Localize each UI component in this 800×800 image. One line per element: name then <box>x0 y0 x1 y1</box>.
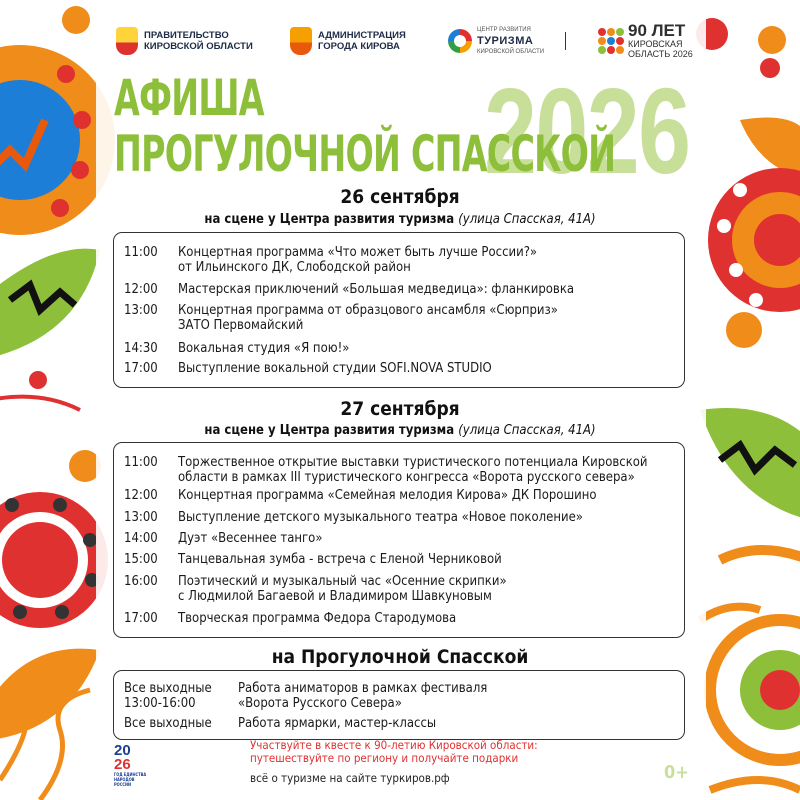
logo-divider <box>565 32 566 50</box>
event-time: 14:30 <box>124 341 158 356</box>
schedule-row <box>124 611 676 626</box>
event-description: Выступление детского музыкального театра «Новое поколение» <box>178 510 583 525</box>
government-logo <box>116 24 253 58</box>
event-time: 12:00 <box>124 282 158 297</box>
event-time: 14:00 <box>124 531 158 546</box>
tourism-website-link[interactable]: всё о туризме на сайте туркиров.рф <box>250 771 450 785</box>
event-description: Торжественное открытие выставки туристического потенциала Кировской области в рамках III туристического конгресса «Ворота русского севера» <box>178 455 648 485</box>
event-time: 15:00 <box>124 552 158 567</box>
schedule-row <box>124 455 676 485</box>
day2-venue-name: на сцене у Центра развития туризма <box>204 423 455 438</box>
event-time: 13:00 <box>124 303 158 318</box>
event-time: 17:00 <box>124 611 158 626</box>
day1-address: (улица Спасская, 41А) <box>458 212 596 227</box>
age-rating: 0+ <box>664 762 689 783</box>
event-time: 11:00 <box>124 455 158 470</box>
event-time: 12:00 <box>124 488 158 503</box>
city-administration-logo <box>290 24 406 58</box>
event-description: Выступление вокальной студии SOFI.NOVA STUDIO <box>178 361 492 376</box>
event-description: Творческая программа Федора Стародумова <box>178 611 457 626</box>
schedule-row <box>124 510 676 525</box>
tourism-center-logo <box>448 24 544 58</box>
day2-schedule <box>113 442 685 638</box>
tourism-logo-sub: КИРОВСКОЙ ОБЛАСТИ <box>477 48 545 55</box>
event-time: 17:00 <box>124 361 158 376</box>
event-description: Работа аниматоров в рамках фестиваля «Ворота Русского Севера» <box>238 681 488 711</box>
event-description: Вокальная студия «Я пою!» <box>178 341 350 356</box>
day1-venue <box>0 212 800 227</box>
anniversary-logo-number: 90 ЛЕТ <box>628 21 686 40</box>
tourism-logo-main: ТУРИЗМА <box>477 34 534 47</box>
quest-invitation: Участвуйте в квесте к 90-летию Кировской области: путешествуйте по региону и получайте подарки <box>250 738 538 765</box>
promenade-heading: на Прогулочной Спасской <box>271 646 529 668</box>
anniversary-logo <box>598 21 693 59</box>
schedule-row <box>124 245 676 275</box>
title-line2: ПРОГУЛОЧНОЙ СПАССКОЙ <box>114 125 616 183</box>
event-description: Поэтический и музыкальный час «Осенние скрипки» с Людмилой Багаевой и Владимиром Шавкуновым <box>178 574 507 604</box>
promenade-schedule <box>113 670 685 740</box>
schedule-row <box>124 531 676 546</box>
day1-date: 26 сентября <box>340 186 460 208</box>
event-description: Танцевальная зумба - встреча с Еленой Черниковой <box>178 552 502 567</box>
badge-year-b: 26 <box>114 756 131 773</box>
day1-schedule <box>113 232 685 388</box>
day2-date: 27 сентября <box>340 398 460 420</box>
schedule-row <box>124 488 676 503</box>
title-line1: АФИША <box>114 69 264 127</box>
adm-logo-line1: АДМИНИСТРАЦИЯ <box>318 30 406 41</box>
day2-address: (улица Спасская, 41А) <box>458 423 596 438</box>
anniversary-logo-line1: КИРОВСКАЯ <box>628 39 683 49</box>
event-time: Все выходные <box>124 716 212 731</box>
unity-year-badge <box>114 744 150 788</box>
year-watermark: 2026 <box>484 63 690 199</box>
event-time: 16:00 <box>124 574 158 589</box>
badge-year-a: 20 <box>114 742 131 759</box>
schedule-row <box>124 574 676 604</box>
dots-emblem-icon <box>598 28 624 54</box>
event-description: Концертная программа «Что может быть лучше России?» от Ильинского ДК, Слободской район <box>178 245 538 275</box>
day2-venue <box>0 423 800 438</box>
schedule-row <box>124 303 676 333</box>
badge-caption: ГОД ЕДИНСТВА НАРОДОВ РОССИИ <box>114 772 147 787</box>
event-description: Концертная программа «Семейная мелодия Кирова» ДК Порошино <box>178 488 597 503</box>
kirov-coat-of-arms-icon <box>116 27 138 55</box>
event-description: Концертная программа от образцового ансамбля «Сюрприз» ЗАТО Первомайский <box>178 303 558 333</box>
schedule-row <box>124 716 676 731</box>
event-description: Мастерская приключений «Большая медведица»: фланкировка <box>178 282 575 297</box>
event-description: Работа ярмарки, мастер-классы <box>238 716 437 731</box>
event-time: 13:00 <box>124 510 158 525</box>
anniversary-logo-line2: ОБЛАСТЬ 2026 <box>628 49 693 59</box>
day1-venue-name: на сцене у Центра развития туризма <box>204 212 455 227</box>
schedule-row <box>124 681 676 711</box>
schedule-row <box>124 282 676 297</box>
gov-logo-line2: КИРОВСКОЙ ОБЛАСТИ <box>144 41 253 52</box>
tourism-logo-top: ЦЕНТР РАЗВИТИЯ <box>477 26 531 33</box>
tourism-ring-icon <box>448 29 472 53</box>
event-description: Дуэт «Весеннее танго» <box>178 531 323 546</box>
schedule-row <box>124 552 676 567</box>
city-coat-of-arms-icon <box>290 27 312 55</box>
schedule-row <box>124 361 676 376</box>
schedule-row <box>124 341 676 356</box>
event-time: Все выходные 13:00-16:00 <box>124 681 212 711</box>
gov-logo-line1: ПРАВИТЕЛЬСТВО <box>144 30 229 41</box>
poster-title <box>114 70 615 182</box>
adm-logo-line2: ГОРОДА КИРОВА <box>318 41 400 52</box>
event-time: 11:00 <box>124 245 158 260</box>
